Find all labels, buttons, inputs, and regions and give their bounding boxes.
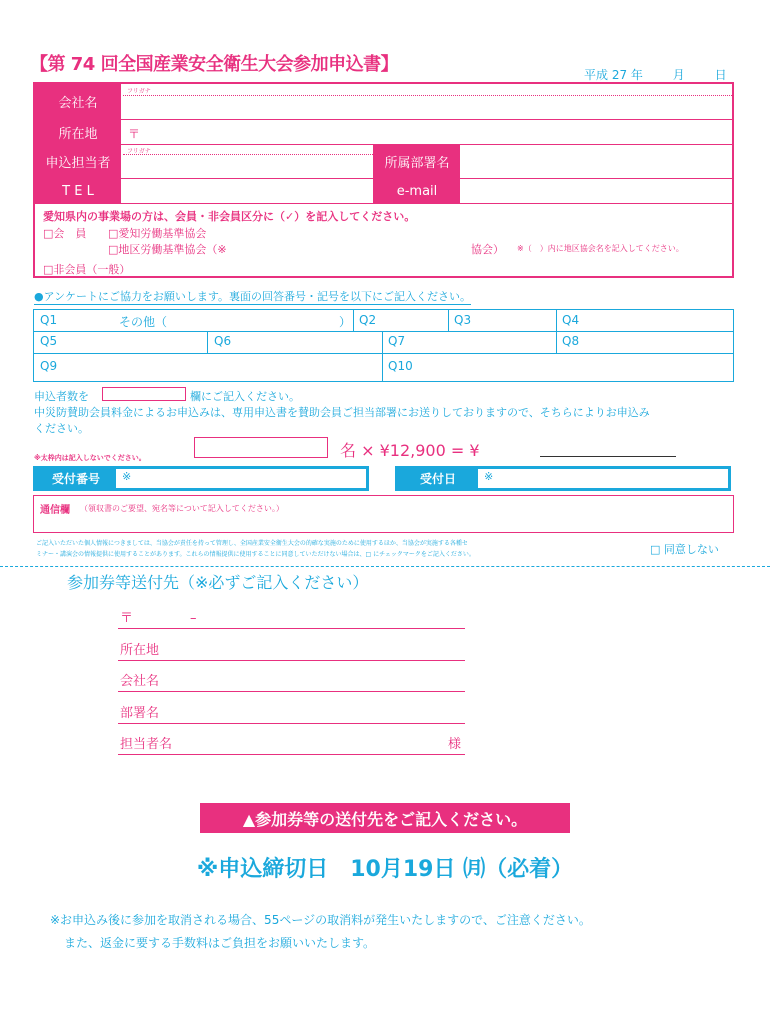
q7-label: Q7: [388, 334, 406, 348]
email-field[interactable]: [461, 179, 732, 203]
tel-field[interactable]: [123, 179, 373, 203]
department-field[interactable]: [461, 145, 732, 178]
aichi-association-checkbox[interactable]: □愛知労働基準協会: [108, 227, 207, 240]
applicant-count-input[interactable]: [194, 437, 328, 458]
send-to-heading: 参加券等送付先（※必ずご記入ください）: [67, 573, 369, 592]
tel-label: T E L: [35, 179, 121, 203]
send-address-label: 所在地: [120, 643, 160, 658]
q1-other-close: ）: [339, 315, 352, 329]
date-year: 平成 27 年: [584, 68, 643, 82]
grid-line: [556, 310, 557, 353]
grid-line: [34, 353, 733, 354]
cancellation-note: ※お申込み後に参加を取消される場合、55ページの取消料が発生いたしますので、ご注意ください。: [50, 913, 591, 927]
bold-frame-note: ※太枠内は記入しないでください。: [34, 454, 146, 462]
tel-row: [35, 179, 732, 204]
survey-grid: [33, 309, 734, 382]
sponsor-note-end: ください。: [34, 422, 89, 435]
send-honorific: 様: [447, 737, 461, 752]
q1-label: Q1: [40, 313, 58, 327]
grid-line: [207, 331, 208, 353]
company-name-field[interactable]: [123, 96, 732, 118]
grid-line: [448, 310, 449, 331]
communication-label: 通信欄: [40, 505, 70, 516]
reception-number-box: [33, 466, 369, 491]
total-amount-line[interactable]: [540, 456, 676, 457]
send-person-line[interactable]: [118, 735, 465, 755]
privacy-note-2: ミナー・講演会の情報提供に使用することがあります。これらの情報提供に使用することに同意していただけない場合は、□ にチェックマークをご記入ください。: [36, 551, 475, 558]
form-title: 【第 74 回全国産業安全衛生大会参加申込書】: [30, 54, 399, 75]
contact-furigana-label: フリガナ: [127, 148, 151, 155]
district-association-suffix: 協会）: [471, 243, 504, 256]
grid-line: [353, 310, 354, 331]
email-label: e-mail: [374, 179, 460, 203]
q8-label: Q8: [562, 334, 580, 348]
send-department-line[interactable]: [118, 704, 465, 724]
q3-label: Q3: [454, 313, 472, 327]
send-person-label: 担当者名: [120, 737, 173, 752]
q2-label: Q2: [359, 313, 377, 327]
send-company-label: 会社名: [120, 674, 160, 689]
privacy-note-1: ご記入いただいた個人情報につきましては、当協会が責任を持って管理し、全国産業安全衛生大会の的確な実施のために使用するほか、当協会が実施する各種セ: [36, 540, 468, 547]
q9-label: Q9: [40, 359, 58, 373]
cut-line: [0, 566, 770, 567]
company-furigana-label: フリガナ: [127, 88, 151, 95]
price-formula: 名 × ¥12,900 = ¥: [340, 441, 480, 460]
nonmember-checkbox[interactable]: □非会員（一般）: [43, 263, 131, 276]
reception-date-mark: ※: [484, 470, 494, 483]
grid-line: [382, 331, 383, 382]
contact-row: [35, 145, 732, 179]
send-to-banner: ▲参加券等の送付先をご記入ください。: [200, 803, 570, 833]
communication-hint: （領収書のご要望、宛名等について記入してください。）: [80, 504, 284, 513]
communication-field[interactable]: [33, 495, 734, 533]
department-label: 所属部署名: [374, 145, 460, 178]
send-company-line[interactable]: [118, 672, 465, 692]
aichi-note: 愛知県内の事業場の方は、会員・非会員区分に（✓）を記入してください。: [43, 210, 416, 223]
grid-line: [34, 331, 733, 332]
reception-number-label: 受付番号: [36, 469, 116, 488]
q5-label: Q5: [40, 334, 58, 348]
reception-number-mark: ※: [122, 470, 132, 483]
q4-label: Q4: [562, 313, 580, 327]
application-date: [580, 66, 727, 83]
district-association-note: ※（ ）内に地区協会名を記入してください。: [517, 244, 684, 253]
q10-label: Q10: [388, 359, 413, 373]
send-postal-mark: 〒: [120, 611, 134, 626]
application-box: [33, 82, 734, 278]
q1-other-label: その他（: [119, 315, 168, 329]
reception-date-box: [395, 466, 731, 491]
privacy-disagree-checkbox[interactable]: □ 同意しない: [650, 543, 719, 556]
refund-note: また、返金に要する手数料はご負担をお願いいたします。: [64, 936, 376, 950]
member-checkbox[interactable]: □会 員: [43, 227, 87, 240]
contact-label: 申込担当者: [35, 145, 121, 178]
contact-person-field[interactable]: [123, 155, 373, 178]
address-row: [35, 120, 732, 145]
district-association-checkbox[interactable]: □地区労働基準協会（※: [108, 243, 227, 256]
address-label: 所在地: [35, 120, 121, 144]
postal-dash: –: [190, 611, 197, 626]
postal-mark: 〒: [128, 127, 141, 141]
send-department-label: 部署名: [120, 706, 160, 721]
deadline: ※申込締切日 10月19日 ㈪（必着）: [196, 857, 574, 882]
postal-code-line[interactable]: [118, 609, 465, 629]
q6-label: Q6: [214, 334, 232, 348]
date-day: 日: [714, 68, 727, 82]
address-field[interactable]: [145, 120, 732, 144]
reception-date-label: 受付日: [398, 469, 478, 488]
count-prefix: 申込者数を: [34, 390, 89, 403]
survey-heading: ●アンケートにご協力をお願いします。裏面の回答番号・記号を以下にご記入ください。: [34, 290, 472, 303]
count-suffix: 欄にご記入ください。: [190, 390, 300, 403]
date-month: 月: [672, 68, 685, 82]
sponsor-note: 中災防賛助会員料金によるお申込みは、専用申込書を賛助会員ご担当部署にお送りしておりますので、そちらによりお申込み: [34, 406, 650, 419]
company-label: 会社名: [35, 84, 121, 119]
send-address-line[interactable]: [118, 641, 465, 661]
company-row: [35, 84, 732, 120]
applicant-count-sample-box: [102, 387, 186, 401]
